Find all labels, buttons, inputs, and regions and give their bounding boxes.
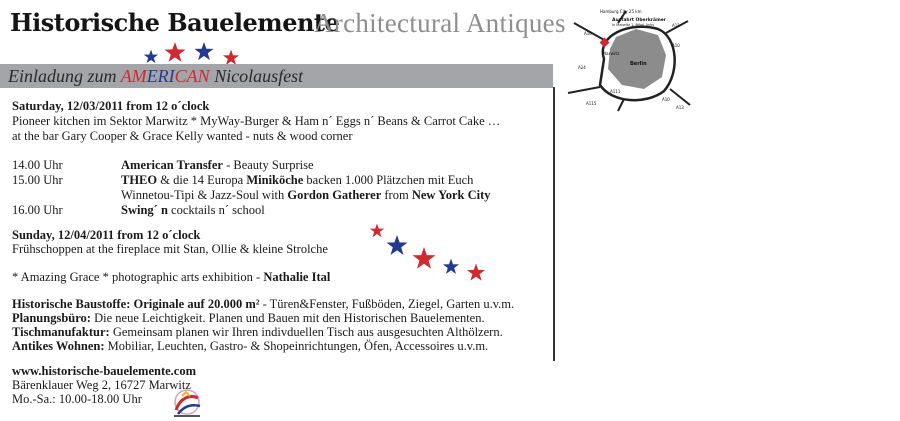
service-title: Planungsbüro: <box>12 311 91 325</box>
star-icon <box>443 259 459 274</box>
service-title: Historische Baustoffe: Originale auf 20.000 m² <box>12 297 260 311</box>
service-text: - Türen&Fenster, Fußböden, Ziegel, Garten u.v.m. <box>259 297 515 311</box>
service-line <box>12 297 514 312</box>
star-icon <box>370 224 384 238</box>
service-line <box>12 311 485 326</box>
schedule-text: & die 14 Europa <box>157 173 247 187</box>
motorway-east <box>670 89 690 105</box>
map-road-label: A24 <box>578 65 586 70</box>
logo-roof <box>182 392 190 396</box>
star-icon <box>467 264 485 281</box>
star-icon <box>223 50 239 65</box>
exhibition-artist: Nathalie Ital <box>263 270 331 284</box>
brand-title: Historische Bauelemente <box>10 8 340 37</box>
location-map <box>566 7 692 113</box>
schedule-bold: Swing´ n <box>121 203 168 217</box>
stars-decoration-middle <box>366 220 491 285</box>
star-icon <box>165 42 186 62</box>
schedule-time: 15.00 Uhr <box>12 173 63 187</box>
map-exit-label: Ausfahrt Oberkrämer <box>612 18 667 23</box>
service-line <box>12 339 488 354</box>
schedule-entry <box>121 158 314 173</box>
map-road-label: A115 <box>586 101 597 106</box>
map-road-label: A10 <box>662 97 670 102</box>
map-road-label: A10 <box>584 31 592 36</box>
service-line <box>12 325 503 340</box>
schedule-time: 16.00 Uhr <box>12 203 63 217</box>
schedule-text-2: backen 1.000 Plätzchen mit Euch <box>303 173 474 187</box>
schedule-text: cocktails n´ school <box>167 203 265 217</box>
schedule-entry <box>121 173 473 188</box>
schedule-bold-2: New York City <box>411 188 491 202</box>
berlin-area <box>608 29 666 89</box>
schedule-bold: American Transfer <box>121 158 223 172</box>
website-link[interactable]: www.historische-bauelemente.com <box>12 364 196 378</box>
banner-highlight-3: CAN <box>174 66 210 86</box>
star-icon <box>387 235 408 255</box>
map-town-label: Marwitz <box>602 52 620 57</box>
star-icon <box>194 42 213 60</box>
schedule-bold: THEO <box>121 173 158 187</box>
banner-highlight-2: ERI <box>146 66 175 86</box>
brand-subtitle-english: Architectural Antiques <box>314 8 566 38</box>
banner-highlight-1: AM <box>120 66 147 86</box>
service-text: Die neue Leichtigkeit. Planen und Bauen mit den Historischen Bauelementen. <box>90 311 485 325</box>
map-road-label: A10 <box>672 43 680 48</box>
service-text: Gemeinsam planen wir Ihren indivduellen Tisch aus ausgesuchten Althölzern. <box>109 325 503 339</box>
sunday-heading: Sunday, 12/04/2011 from 12 o´clock <box>12 228 201 242</box>
motorway-west <box>568 87 600 93</box>
company-logo <box>170 388 204 418</box>
map-road-label: A111 <box>610 89 621 94</box>
service-title: Tischmanufaktur: <box>12 325 110 339</box>
service-text: Mobiliar, Leuchten, Gastro- & Shopeinrichtungen, Öfen, Accessoires u.v.m. <box>104 339 489 353</box>
schedule-text: Winnetou-Tipi & Jazz-Soul with <box>121 188 288 202</box>
vertical-divider <box>553 87 555 361</box>
schedule-text-2: from <box>381 188 412 202</box>
star-icon <box>144 50 158 64</box>
opening-hours: Mo.-Sa.: 10.00-18.00 Uhr <box>12 392 142 406</box>
schedule-text: - Beauty Surprise <box>222 158 314 172</box>
logo-base <box>174 415 200 417</box>
map-top-label: Hamburg City 25 km <box>600 9 642 14</box>
exhibition-line <box>12 270 330 285</box>
saturday-line-1: Pioneer kitchen im Sektor Marwitz * MyWay-Burger & Ham n´ Eggs n´ Beans & Carrot Cake … <box>12 114 501 128</box>
map-exit-sublabel: in Marwitz 1. Mögl. links <box>612 23 655 27</box>
service-title: Antikes Wohnen: <box>12 339 105 353</box>
schedule-bold: Gordon Gatherer <box>287 188 382 202</box>
invitation-banner-text <box>8 66 303 87</box>
exhibition-text: * Amazing Grace * photographic arts exhibition - <box>12 270 264 284</box>
map-road-label: A13 <box>676 105 684 110</box>
schedule-time: 14.00 Uhr <box>12 158 63 172</box>
motorway-south <box>618 99 624 111</box>
banner-prefix: Einladung zum <box>8 66 121 86</box>
map-city-label: Berlin <box>630 61 647 67</box>
map-road-label: A11 <box>672 23 680 28</box>
sunday-line-1: Frühschoppen at the fireplace mit Stan, Ollie & kleine Strolche <box>12 242 328 256</box>
saturday-heading: Saturday, 12/03/2011 from 12 o´clock <box>12 99 210 113</box>
schedule-entry <box>121 188 491 203</box>
star-icon <box>413 247 436 269</box>
address: Bärenklauer Weg 2, 16727 Marwitz <box>12 378 191 392</box>
schedule-entry <box>121 203 265 218</box>
schedule-bold-2: Miniköche <box>246 173 304 187</box>
banner-suffix: Nicolausfest <box>209 66 304 86</box>
saturday-line-2: at the bar Gary Cooper & Grace Kelly wanted - nuts & wood corner <box>12 129 353 143</box>
